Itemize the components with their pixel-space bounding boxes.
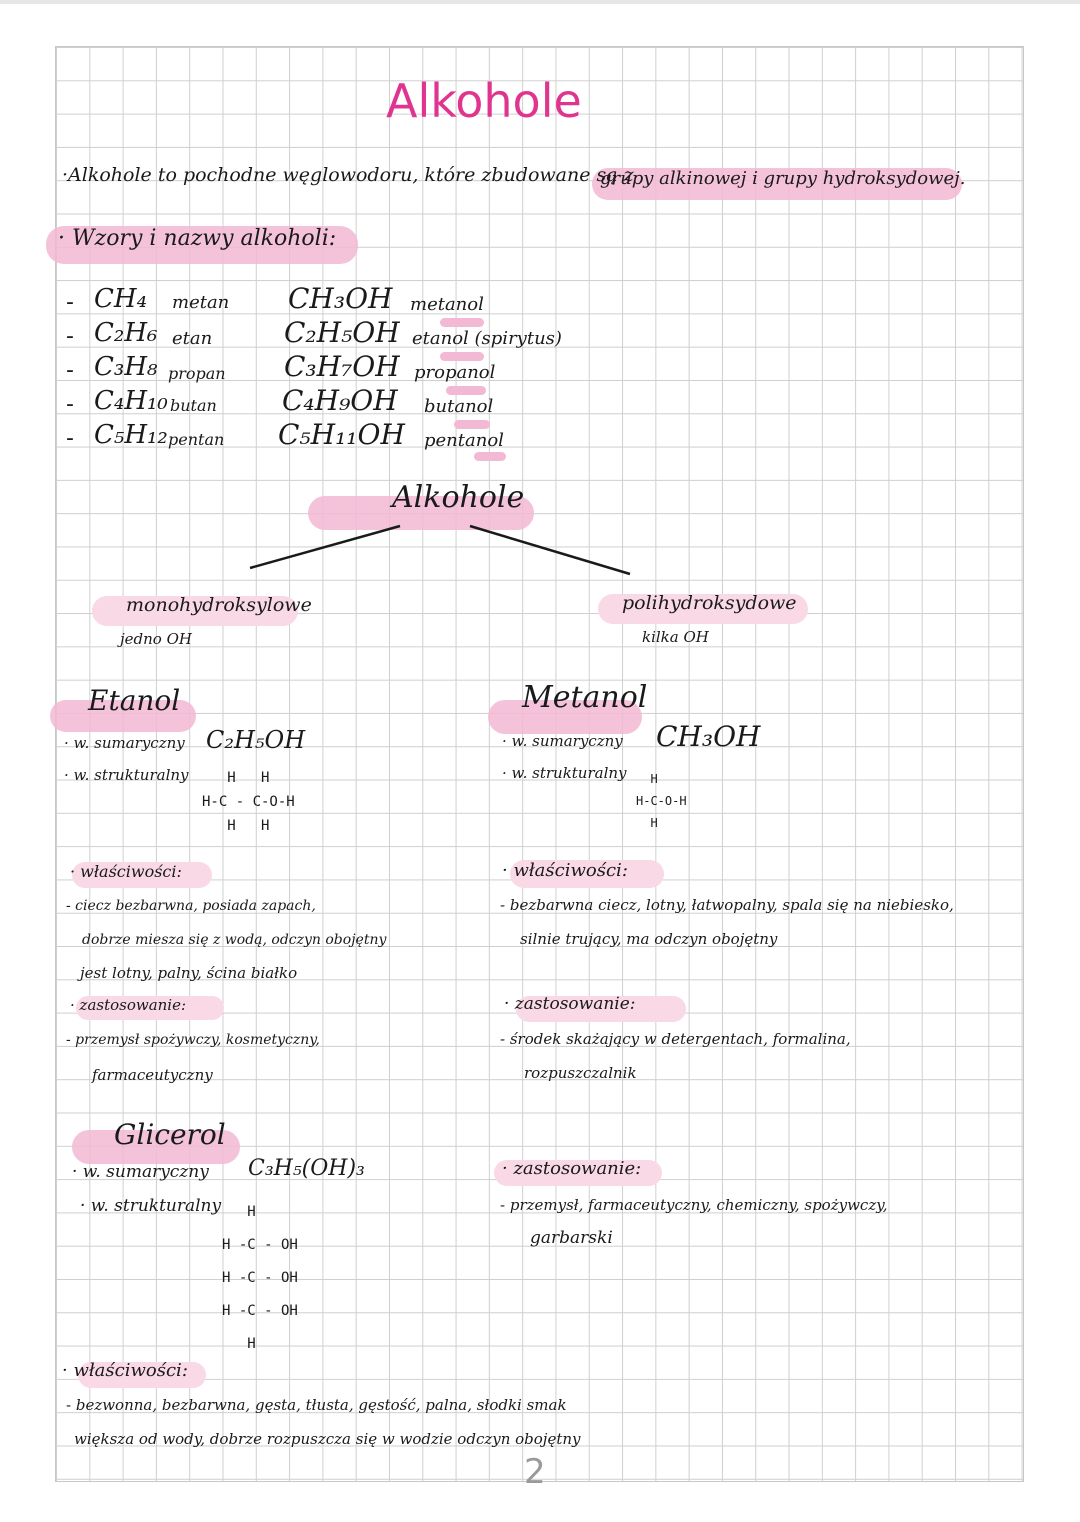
formulas-heading: · Wzory i nazwy alkoholi: [58,226,337,251]
row-dash: - [66,324,74,349]
hydrocarbon-name: etan [172,328,213,349]
etanol-structural-formula: H H H-C - C-O-H H H [202,770,295,834]
metanol-structural-formula: H H-C-O-H H [636,772,687,830]
glicerol-prop-line: - bezwonna, bezbarwna, gęsta, tłusta, gęstość, palna, słodki smak [66,1396,567,1414]
hydrocarbon-formula: C₅H₁₂ [94,420,168,450]
alcohol-formula: C₄H₉OH [282,384,398,417]
metanol-prop-line: - bezbarwna ciecz, lotny, łatwopalny, spala się na niebiesko, [500,896,954,914]
monohydroxy-label: monohydroksylowe [126,594,312,616]
metanol-heading: Metanol [522,680,648,715]
glicerol-struct-label: · w. strukturalny [80,1196,222,1216]
row-dash: - [66,426,74,451]
monohydroxy-sub: jedno OH [120,630,192,648]
etanol-heading: Etanol [88,684,181,717]
glicerol-use-heading: · zastosowanie: [502,1158,642,1179]
etanol-props-heading: · właściwości: [70,862,182,881]
metanol-props-heading: · właściwości: [502,860,628,881]
metanol-use-line: rozpuszczalnik [524,1064,637,1082]
alcohol-name: etanol (spirytus) [412,328,562,349]
tree-branch-left [250,526,400,568]
metanol-struct-label: · w. strukturalny [502,764,627,782]
alcohol-name: butanol [424,396,494,417]
etanol-prop-line: dobrze miesza się z wodą, odczyn obojętny [82,932,387,948]
metanol-sum-formula: CH₃OH [656,720,761,753]
glicerol-prop-line: większa od wody, dobrze rozpuszcza się w wodzie odczyn obojętny [74,1430,581,1448]
row-dash: - [66,358,74,383]
polyhydroxy-sub: kilka OH [642,628,709,646]
row-dash: - [66,392,74,417]
hydrocarbon-formula: CH₄ [94,284,147,314]
alcohol-formula: C₃H₇OH [284,350,400,383]
metanol-use-heading: · zastosowanie: [504,994,636,1014]
etanol-sum-formula: C₂H₅OH [206,726,306,754]
intro-text: ·Alkohole to pochodne węglowodoru, które zbudowane są z [62,164,634,186]
glicerol-use-line: garbarski [530,1228,613,1248]
metanol-prop-line: silnie trujący, ma odczyn obojętny [520,930,778,948]
etanol-prop-line: jest lotny, palny, ścina białko [80,964,298,982]
alcohol-name: metanol [410,294,484,315]
etanol-use-line: - przemysł spożywczy, kosmetyczny, [66,1032,320,1048]
intro-highlight-text: grupy alkinowej i grupy hydroksydowej. [600,168,966,189]
alcohol-formula: C₂H₅OH [284,316,400,349]
page-title: Alkohole [386,74,582,128]
etanol-struct-label: · w. strukturalny [64,766,189,784]
alcohol-formula: C₅H₁₁OH [278,418,405,451]
polyhydroxy-label: polihydroksydowe [622,592,797,614]
glicerol-heading: Glicerol [114,1118,226,1151]
hydrocarbon-name: butan [170,396,217,415]
glicerol-structural-formula: H H -C - OH H -C - OH H -C - OH H [222,1204,298,1352]
etanol-sum-label: · w. sumaryczny [64,734,185,752]
hydrocarbon-formula: C₃H₈ [94,352,158,382]
glicerol-sum-formula: C₃H₅(OH)₃ [248,1156,365,1181]
alcohol-name: propanol [414,362,496,383]
hydrocarbon-formula: C₂H₆ [94,318,158,348]
hydrocarbon-name: pentan [168,430,225,449]
hydrocarbon-name: metan [172,292,230,313]
alcohol-formula: CH₃OH [288,282,393,315]
row-dash: - [66,290,74,315]
tree-branch-right [470,526,630,574]
metanol-use-line: - środek skażający w detergentach, formalina, [500,1030,851,1048]
metanol-sum-label: · w. sumaryczny [502,732,623,750]
etanol-use-line: farmaceutyczny [92,1066,213,1084]
alcohol-name: pentanol [424,430,504,451]
hydrocarbon-formula: C₄H₁₀ [94,386,168,416]
glicerol-sum-label: · w. sumaryczny [72,1162,209,1182]
glicerol-use-line: - przemysł, farmaceutyczny, chemiczny, spożywczy, [500,1196,888,1214]
tree-root: Alkohole [392,480,525,515]
page-number: 2 [524,1452,546,1492]
etanol-use-heading: · zastosowanie: [70,996,187,1014]
hydrocarbon-name: propan [168,364,226,383]
etanol-prop-line: - ciecz bezbarwna, posiada zapach, [66,898,316,914]
glicerol-props-heading: · właściwości: [62,1360,188,1381]
